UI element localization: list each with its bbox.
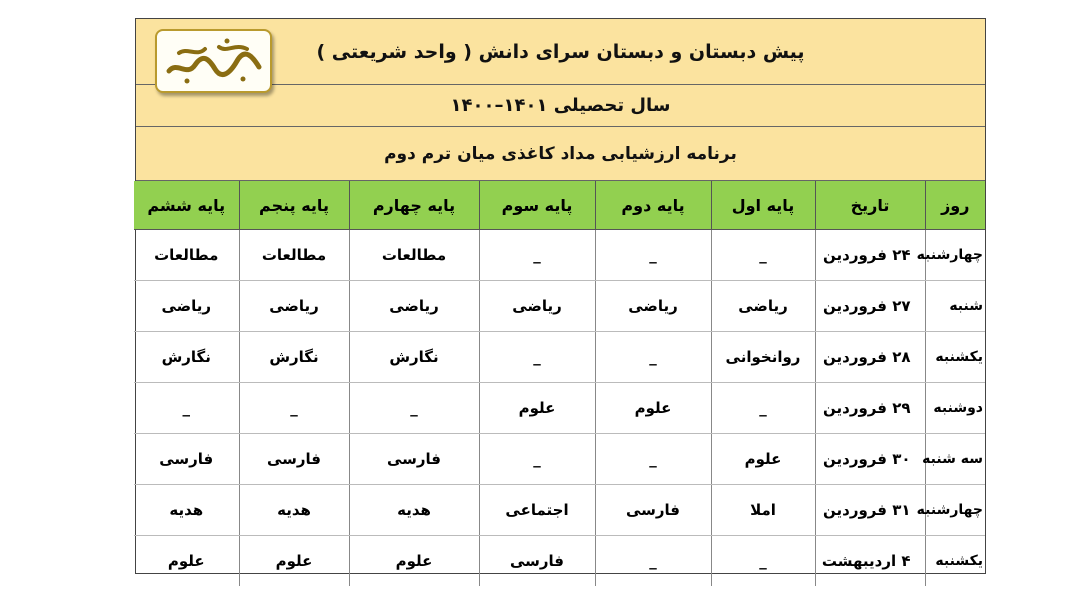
column-header-grade-1: پایه اول: [711, 181, 815, 230]
table-row: [134, 485, 985, 536]
cell-grade-3: فارسی: [479, 536, 595, 587]
cell-grade-3: ریاضی: [479, 281, 595, 332]
cell-grade-1: روانخوانی: [711, 332, 815, 383]
cell-grade-2: ریاضی: [595, 281, 711, 332]
column-header-grade-3: پایه سوم: [479, 181, 595, 230]
table-row: [134, 434, 985, 485]
cell-grade-5: مطالعات: [239, 230, 349, 281]
cell-grade-1: _: [711, 230, 815, 281]
cell-date: ۳۱ فروردین: [815, 485, 925, 536]
cell-grade-2: _: [595, 536, 711, 587]
cell-day: چهارشنبه: [925, 230, 985, 281]
cell-grade-6: فارسی: [134, 434, 239, 485]
cell-grade-5: ریاضی: [239, 281, 349, 332]
cell-date: ۲۹ فروردین: [815, 383, 925, 434]
table-row: [134, 383, 985, 434]
cell-grade-2: _: [595, 434, 711, 485]
cell-date: ۲۷ فروردین: [815, 281, 925, 332]
column-header-grade-5: پایه پنجم: [239, 181, 349, 230]
column-header-grade-6: پایه ششم: [134, 181, 239, 230]
cell-day: یکشنبه: [925, 332, 985, 383]
cell-grade-4: مطالعات: [349, 230, 479, 281]
cell-grade-3: _: [479, 230, 595, 281]
cell-grade-6: هدیه: [134, 485, 239, 536]
cell-grade-5: علوم: [239, 536, 349, 587]
column-header-day: روز: [925, 181, 985, 230]
cell-grade-1: _: [711, 536, 815, 587]
cell-grade-5: _: [239, 383, 349, 434]
program-title-row: [136, 127, 985, 181]
cell-grade-3: علوم: [479, 383, 595, 434]
column-header-grade-4: پایه چهارم: [349, 181, 479, 230]
exam-schedule-table: [134, 181, 985, 586]
cell-grade-5: فارسی: [239, 434, 349, 485]
cell-grade-1: _: [711, 383, 815, 434]
cell-grade-2: فارسی: [595, 485, 711, 536]
table-row: [134, 536, 985, 587]
school-year: سال تحصیلی ۱۴۰۱–۱۴۰۰: [450, 95, 671, 116]
cell-grade-5: هدیه: [239, 485, 349, 536]
column-header-date: تاریخ: [815, 181, 925, 230]
cell-grade-3: _: [479, 434, 595, 485]
cell-grade-4: علوم: [349, 536, 479, 587]
cell-grade-1: ریاضی: [711, 281, 815, 332]
cell-date: ۲۸ فروردین: [815, 332, 925, 383]
cell-grade-4: ریاضی: [349, 281, 479, 332]
table-row: [134, 332, 985, 383]
cell-grade-6: علوم: [134, 536, 239, 587]
cell-grade-1: املا: [711, 485, 815, 536]
schedule-sheet: [135, 18, 986, 574]
cell-grade-2: _: [595, 332, 711, 383]
cell-date: ۲۴ فروردین: [815, 230, 925, 281]
cell-day: شنبه: [925, 281, 985, 332]
cell-grade-1: علوم: [711, 434, 815, 485]
cell-grade-4: هدیه: [349, 485, 479, 536]
table-row: [134, 230, 985, 281]
cell-grade-4: نگارش: [349, 332, 479, 383]
cell-grade-4: فارسی: [349, 434, 479, 485]
cell-grade-2: _: [595, 230, 711, 281]
cell-grade-6: مطالعات: [134, 230, 239, 281]
cell-grade-6: ریاضی: [134, 281, 239, 332]
cell-day: چهارشنبه: [925, 485, 985, 536]
table-row: [134, 281, 985, 332]
cell-date: ۴ اردیبهشت: [815, 536, 925, 587]
cell-grade-6: نگارش: [134, 332, 239, 383]
cell-grade-6: _: [134, 383, 239, 434]
column-header-row: [134, 181, 985, 230]
cell-grade-3: اجتماعی: [479, 485, 595, 536]
program-title: برنامه ارزشیابی مداد کاغذی میان ترم دوم: [384, 143, 737, 164]
cell-grade-3: _: [479, 332, 595, 383]
cell-grade-2: علوم: [595, 383, 711, 434]
cell-grade-4: _: [349, 383, 479, 434]
cell-date: ۳۰ فروردین: [815, 434, 925, 485]
cell-day: یکشنبه: [935, 553, 983, 569]
logo-calligraphy: [157, 31, 270, 91]
school-logo: [155, 29, 272, 93]
cell-day: دوشنبه: [925, 383, 985, 434]
cell-day: سه شنبه: [925, 434, 985, 485]
school-title: پیش دبستان و دبستان سرای دانش ( واحد شریعتی ): [316, 40, 805, 63]
column-header-grade-2: پایه دوم: [595, 181, 711, 230]
cell-grade-5: نگارش: [239, 332, 349, 383]
